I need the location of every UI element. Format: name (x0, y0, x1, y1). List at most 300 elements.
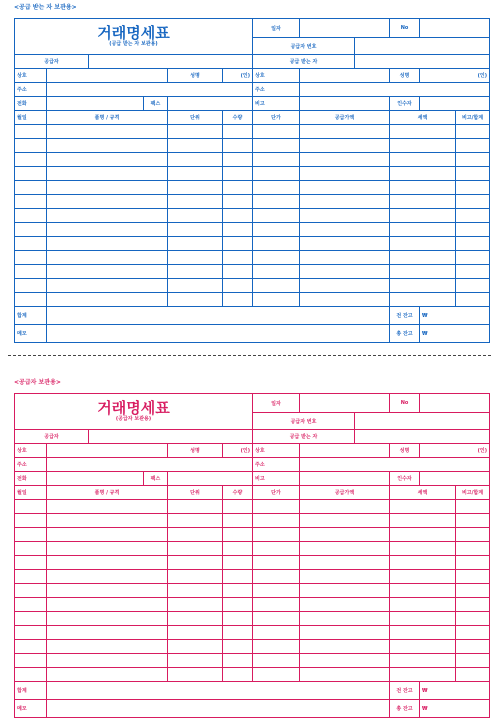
supplier-name-label: 성명 (168, 444, 223, 458)
total-balance-field[interactable] (420, 325, 490, 343)
item-qty-cell[interactable] (223, 626, 253, 640)
item-tax-cell[interactable] (390, 640, 456, 654)
item-tax-cell[interactable] (390, 209, 456, 223)
prev-balance-field[interactable] (420, 682, 490, 700)
receiver-remarks-field[interactable] (300, 97, 390, 111)
date-label: 일자 (253, 19, 300, 38)
prev-balance-label: 전 잔고 (390, 307, 420, 325)
receiver-address-field[interactable] (300, 458, 490, 472)
item-remarks-cell[interactable] (456, 167, 490, 181)
copy-caption: <공급 받는 자 보관용> (14, 4, 77, 11)
item-date-cell[interactable] (15, 514, 47, 528)
item-remarks-cell[interactable] (456, 612, 490, 626)
phone-label: 전화 (15, 97, 47, 111)
item-name-cell[interactable] (47, 237, 168, 251)
won-sign: ₩ (422, 705, 428, 712)
item-row (15, 500, 490, 514)
item-supply-value-cell[interactable] (300, 279, 390, 293)
receiver-remarks-field[interactable] (300, 472, 390, 486)
item-date-cell[interactable] (15, 570, 47, 584)
item-supply-value-cell[interactable] (300, 125, 390, 139)
item-date-cell[interactable] (15, 139, 47, 153)
item-unit-cell[interactable] (168, 195, 223, 209)
item-remarks-cell[interactable] (456, 181, 490, 195)
item-name-cell[interactable] (47, 668, 168, 682)
no-field[interactable] (420, 19, 490, 38)
item-tax-cell[interactable] (390, 626, 456, 640)
item-name-cell[interactable] (47, 514, 168, 528)
item-name-cell[interactable] (47, 195, 168, 209)
item-tax-cell[interactable] (390, 654, 456, 668)
item-row (15, 528, 490, 542)
item-row (15, 556, 490, 570)
item-unit-cell[interactable] (168, 251, 223, 265)
item-date-cell[interactable] (15, 668, 47, 682)
statement-table (14, 18, 490, 343)
item-tax-cell[interactable] (390, 153, 456, 167)
item-date-cell[interactable] (15, 542, 47, 556)
supplier-company-field[interactable] (47, 69, 168, 83)
item-remarks-cell[interactable] (456, 500, 490, 514)
item-name-cell[interactable] (47, 500, 168, 514)
copy-caption: <공급자 보관용> (14, 379, 61, 386)
item-unit-price-cell[interactable] (253, 209, 300, 223)
item-qty-cell[interactable] (223, 223, 253, 237)
receiver-section-label: 공급 받는 자 (253, 55, 355, 69)
item-qty-cell[interactable] (223, 125, 253, 139)
item-unit-cell[interactable] (168, 181, 223, 195)
item-row (15, 654, 490, 668)
item-unit-cell[interactable] (168, 668, 223, 682)
item-tax-cell[interactable] (390, 514, 456, 528)
col-header-supply-value: 공급가액 (300, 111, 390, 125)
item-unit-cell[interactable] (168, 556, 223, 570)
item-row (15, 640, 490, 654)
item-date-cell[interactable] (15, 598, 47, 612)
item-date-cell[interactable] (15, 167, 47, 181)
item-date-cell[interactable] (15, 237, 47, 251)
item-supply-value-cell[interactable] (300, 500, 390, 514)
item-qty-cell[interactable] (223, 279, 253, 293)
item-unit-price-cell[interactable] (253, 195, 300, 209)
item-remarks-cell[interactable] (456, 293, 490, 307)
item-qty-cell[interactable] (223, 654, 253, 668)
item-remarks-cell[interactable] (456, 251, 490, 265)
item-qty-cell[interactable] (223, 500, 253, 514)
total-field[interactable] (47, 682, 390, 700)
won-sign: ₩ (422, 330, 428, 337)
item-qty-cell[interactable] (223, 570, 253, 584)
item-date-cell[interactable] (15, 251, 47, 265)
supplier-address-field[interactable] (47, 458, 253, 472)
supplier-section-blank (89, 55, 253, 69)
item-unit-cell[interactable] (168, 654, 223, 668)
supplier-section-label: 공급자 (15, 430, 89, 444)
item-row (15, 167, 490, 181)
item-unit-cell[interactable] (168, 528, 223, 542)
item-unit-price-cell[interactable] (253, 668, 300, 682)
item-qty-cell[interactable] (223, 251, 253, 265)
col-header-unit: 단위 (168, 111, 223, 125)
item-date-cell[interactable] (15, 293, 47, 307)
item-tax-cell[interactable] (390, 556, 456, 570)
item-unit-price-cell[interactable] (253, 223, 300, 237)
item-supply-value-cell[interactable] (300, 223, 390, 237)
item-date-cell[interactable] (15, 125, 47, 139)
item-supply-value-cell[interactable] (300, 570, 390, 584)
supplier-address-field[interactable] (47, 83, 253, 97)
memo-field[interactable] (47, 325, 390, 343)
item-name-cell[interactable] (47, 640, 168, 654)
item-name-cell[interactable] (47, 598, 168, 612)
item-unit-price-cell[interactable] (253, 181, 300, 195)
item-tax-cell[interactable] (390, 612, 456, 626)
item-supply-value-cell[interactable] (300, 153, 390, 167)
item-qty-cell[interactable] (223, 209, 253, 223)
item-tax-cell[interactable] (390, 528, 456, 542)
phone-label: 전화 (15, 472, 47, 486)
item-supply-value-cell[interactable] (300, 139, 390, 153)
item-unit-price-cell[interactable] (253, 570, 300, 584)
item-supply-value-cell[interactable] (300, 640, 390, 654)
item-qty-cell[interactable] (223, 528, 253, 542)
item-unit-price-cell[interactable] (253, 237, 300, 251)
item-tax-cell[interactable] (390, 265, 456, 279)
handler-label: 인수자 (390, 97, 420, 111)
item-supply-value-cell[interactable] (300, 514, 390, 528)
item-qty-cell[interactable] (223, 668, 253, 682)
total-balance-field[interactable] (420, 700, 490, 718)
item-unit-price-cell[interactable] (253, 654, 300, 668)
col-header-qty: 수량 (223, 111, 253, 125)
item-supply-value-cell[interactable] (300, 598, 390, 612)
col-header-item-spec: 품명 / 규격 (47, 486, 168, 500)
supplier-reg-field[interactable] (355, 413, 490, 430)
item-unit-price-cell[interactable] (253, 153, 300, 167)
won-sign: ₩ (422, 312, 428, 319)
item-name-cell[interactable] (47, 209, 168, 223)
col-header-tax: 세액 (390, 486, 456, 500)
item-supply-value-cell[interactable] (300, 209, 390, 223)
item-remarks-cell[interactable] (456, 528, 490, 542)
phone-field[interactable] (47, 472, 144, 486)
item-remarks-cell[interactable] (456, 139, 490, 153)
item-tax-cell[interactable] (390, 542, 456, 556)
item-qty-cell[interactable] (223, 181, 253, 195)
item-tax-cell[interactable] (390, 167, 456, 181)
item-name-cell[interactable] (47, 125, 168, 139)
item-qty-cell[interactable] (223, 293, 253, 307)
receiver-company-label: 상호 (253, 444, 300, 458)
item-tax-cell[interactable] (390, 195, 456, 209)
item-remarks-cell[interactable] (456, 265, 490, 279)
phone-field[interactable] (47, 97, 144, 111)
item-row (15, 153, 490, 167)
item-unit-price-cell[interactable] (253, 612, 300, 626)
item-unit-price-cell[interactable] (253, 167, 300, 181)
item-tax-cell[interactable] (390, 223, 456, 237)
item-unit-price-cell[interactable] (253, 640, 300, 654)
item-date-cell[interactable] (15, 528, 47, 542)
total-label: 합계 (15, 682, 47, 700)
item-name-cell[interactable] (47, 293, 168, 307)
item-supply-value-cell[interactable] (300, 251, 390, 265)
supplier-company-field[interactable] (47, 444, 168, 458)
item-qty-cell[interactable] (223, 195, 253, 209)
item-tax-cell[interactable] (390, 668, 456, 682)
item-qty-cell[interactable] (223, 640, 253, 654)
item-unit-price-cell[interactable] (253, 500, 300, 514)
item-date-cell[interactable] (15, 584, 47, 598)
item-tax-cell[interactable] (390, 293, 456, 307)
item-remarks-cell[interactable] (456, 556, 490, 570)
item-unit-price-cell[interactable] (253, 514, 300, 528)
item-remarks-cell[interactable] (456, 125, 490, 139)
item-date-cell[interactable] (15, 626, 47, 640)
supplier-address-label: 주소 (15, 83, 47, 97)
item-remarks-cell[interactable] (456, 654, 490, 668)
item-name-cell[interactable] (47, 139, 168, 153)
item-tax-cell[interactable] (390, 237, 456, 251)
item-name-cell[interactable] (47, 556, 168, 570)
handler-label: 인수자 (390, 472, 420, 486)
item-row (15, 626, 490, 640)
item-date-cell[interactable] (15, 153, 47, 167)
supplier-reg-field[interactable] (355, 38, 490, 55)
item-qty-cell[interactable] (223, 598, 253, 612)
document-subtitle: (공급 받는 자 보관용) (109, 40, 158, 47)
item-unit-cell[interactable] (168, 626, 223, 640)
item-remarks-cell[interactable] (456, 153, 490, 167)
memo-label: 메모 (15, 700, 47, 718)
item-row (15, 125, 490, 139)
item-unit-cell[interactable] (168, 167, 223, 181)
no-label: No (390, 394, 420, 413)
col-header-qty: 수량 (223, 486, 253, 500)
item-supply-value-cell[interactable] (300, 167, 390, 181)
item-date-cell[interactable] (15, 195, 47, 209)
item-unit-price-cell[interactable] (253, 293, 300, 307)
item-name-cell[interactable] (47, 584, 168, 598)
no-field[interactable] (420, 394, 490, 413)
item-qty-cell[interactable] (223, 139, 253, 153)
item-name-cell[interactable] (47, 279, 168, 293)
item-qty-cell[interactable] (223, 542, 253, 556)
col-header-remarks: 비고/합계 (456, 486, 490, 500)
item-unit-cell[interactable] (168, 500, 223, 514)
item-supply-value-cell[interactable] (300, 237, 390, 251)
item-remarks-cell[interactable] (456, 640, 490, 654)
date-field[interactable] (300, 19, 390, 38)
handler-field[interactable] (420, 97, 490, 111)
item-unit-price-cell[interactable] (253, 139, 300, 153)
item-date-cell[interactable] (15, 640, 47, 654)
item-remarks-cell[interactable] (456, 209, 490, 223)
supplier-company-label: 상호 (15, 69, 47, 83)
fax-field[interactable] (168, 472, 253, 486)
item-date-cell[interactable] (15, 279, 47, 293)
item-name-cell[interactable] (47, 265, 168, 279)
item-row (15, 598, 490, 612)
receiver-company-field[interactable] (300, 444, 390, 458)
item-unit-cell[interactable] (168, 514, 223, 528)
handler-field[interactable] (420, 472, 490, 486)
item-unit-cell[interactable] (168, 570, 223, 584)
col-header-supply-value: 공급가액 (300, 486, 390, 500)
item-row (15, 265, 490, 279)
item-tax-cell[interactable] (390, 500, 456, 514)
item-qty-cell[interactable] (223, 514, 253, 528)
item-unit-cell[interactable] (168, 584, 223, 598)
item-unit-cell[interactable] (168, 153, 223, 167)
fax-field[interactable] (168, 97, 253, 111)
total-field[interactable] (47, 307, 390, 325)
item-name-cell[interactable] (47, 528, 168, 542)
item-name-cell[interactable] (47, 251, 168, 265)
item-name-cell[interactable] (47, 654, 168, 668)
item-unit-price-cell[interactable] (253, 626, 300, 640)
item-supply-value-cell[interactable] (300, 612, 390, 626)
item-date-cell[interactable] (15, 223, 47, 237)
item-name-cell[interactable] (47, 181, 168, 195)
date-field[interactable] (300, 394, 390, 413)
item-unit-price-cell[interactable] (253, 125, 300, 139)
item-tax-cell[interactable] (390, 139, 456, 153)
item-row (15, 570, 490, 584)
item-remarks-cell[interactable] (456, 279, 490, 293)
item-date-cell[interactable] (15, 209, 47, 223)
item-unit-price-cell[interactable] (253, 279, 300, 293)
item-qty-cell[interactable] (223, 237, 253, 251)
item-supply-value-cell[interactable] (300, 556, 390, 570)
item-unit-cell[interactable] (168, 265, 223, 279)
col-header-item-spec: 품명 / 규격 (47, 111, 168, 125)
item-unit-cell[interactable] (168, 612, 223, 626)
item-unit-price-cell[interactable] (253, 542, 300, 556)
item-remarks-cell[interactable] (456, 668, 490, 682)
receiver-seal: (인) (420, 444, 490, 458)
item-unit-price-cell[interactable] (253, 584, 300, 598)
item-row (15, 209, 490, 223)
item-supply-value-cell[interactable] (300, 265, 390, 279)
item-date-cell[interactable] (15, 612, 47, 626)
col-header-tax: 세액 (390, 111, 456, 125)
item-remarks-cell[interactable] (456, 584, 490, 598)
supplier-section-label: 공급자 (15, 55, 89, 69)
receiver-remarks-label: 비고 (253, 97, 300, 111)
supplier-address-label: 주소 (15, 458, 47, 472)
item-qty-cell[interactable] (223, 584, 253, 598)
item-unit-cell[interactable] (168, 139, 223, 153)
item-unit-cell[interactable] (168, 542, 223, 556)
no-label: No (390, 19, 420, 38)
item-unit-cell[interactable] (168, 640, 223, 654)
item-date-cell[interactable] (15, 556, 47, 570)
item-name-cell[interactable] (47, 570, 168, 584)
item-unit-cell[interactable] (168, 293, 223, 307)
item-supply-value-cell[interactable] (300, 626, 390, 640)
item-qty-cell[interactable] (223, 153, 253, 167)
item-name-cell[interactable] (47, 626, 168, 640)
item-remarks-cell[interactable] (456, 626, 490, 640)
item-date-cell[interactable] (15, 500, 47, 514)
receiver-name-label: 성명 (390, 69, 420, 83)
col-header-month-day: 월일 (15, 486, 47, 500)
item-unit-cell[interactable] (168, 223, 223, 237)
item-unit-cell[interactable] (168, 125, 223, 139)
item-date-cell[interactable] (15, 654, 47, 668)
memo-field[interactable] (47, 700, 390, 718)
receiver-company-label: 상호 (253, 69, 300, 83)
item-row (15, 181, 490, 195)
item-unit-price-cell[interactable] (253, 556, 300, 570)
receiver-section-label: 공급 받는 자 (253, 430, 355, 444)
item-supply-value-cell[interactable] (300, 668, 390, 682)
item-unit-cell[interactable] (168, 209, 223, 223)
item-date-cell[interactable] (15, 181, 47, 195)
item-tax-cell[interactable] (390, 181, 456, 195)
item-remarks-cell[interactable] (456, 237, 490, 251)
item-tax-cell[interactable] (390, 125, 456, 139)
item-unit-price-cell[interactable] (253, 528, 300, 542)
statement-table (14, 393, 490, 718)
prev-balance-field[interactable] (420, 307, 490, 325)
item-name-cell[interactable] (47, 167, 168, 181)
receiver-seal: (인) (420, 69, 490, 83)
item-supply-value-cell[interactable] (300, 195, 390, 209)
item-tax-cell[interactable] (390, 598, 456, 612)
item-supply-value-cell[interactable] (300, 542, 390, 556)
item-name-cell[interactable] (47, 223, 168, 237)
receiver-address-field[interactable] (300, 83, 490, 97)
item-unit-price-cell[interactable] (253, 251, 300, 265)
item-supply-value-cell[interactable] (300, 181, 390, 195)
item-date-cell[interactable] (15, 265, 47, 279)
receiver-remarks-label: 비고 (253, 472, 300, 486)
item-qty-cell[interactable] (223, 167, 253, 181)
item-remarks-cell[interactable] (456, 542, 490, 556)
item-unit-price-cell[interactable] (253, 265, 300, 279)
item-unit-cell[interactable] (168, 598, 223, 612)
item-unit-cell[interactable] (168, 237, 223, 251)
item-tax-cell[interactable] (390, 279, 456, 293)
item-tax-cell[interactable] (390, 251, 456, 265)
item-supply-value-cell[interactable] (300, 654, 390, 668)
item-supply-value-cell[interactable] (300, 293, 390, 307)
item-qty-cell[interactable] (223, 556, 253, 570)
item-remarks-cell[interactable] (456, 598, 490, 612)
item-unit-price-cell[interactable] (253, 598, 300, 612)
item-tax-cell[interactable] (390, 570, 456, 584)
item-tax-cell[interactable] (390, 584, 456, 598)
item-remarks-cell[interactable] (456, 570, 490, 584)
item-name-cell[interactable] (47, 153, 168, 167)
item-remarks-cell[interactable] (456, 223, 490, 237)
item-remarks-cell[interactable] (456, 514, 490, 528)
receiver-address-label: 주소 (253, 458, 300, 472)
item-name-cell[interactable] (47, 612, 168, 626)
item-name-cell[interactable] (47, 542, 168, 556)
item-qty-cell[interactable] (223, 612, 253, 626)
item-supply-value-cell[interactable] (300, 528, 390, 542)
item-unit-cell[interactable] (168, 279, 223, 293)
receiver-company-field[interactable] (300, 69, 390, 83)
item-remarks-cell[interactable] (456, 195, 490, 209)
item-qty-cell[interactable] (223, 265, 253, 279)
item-row (15, 612, 490, 626)
item-supply-value-cell[interactable] (300, 584, 390, 598)
total-balance-label: 총 잔고 (390, 700, 420, 718)
